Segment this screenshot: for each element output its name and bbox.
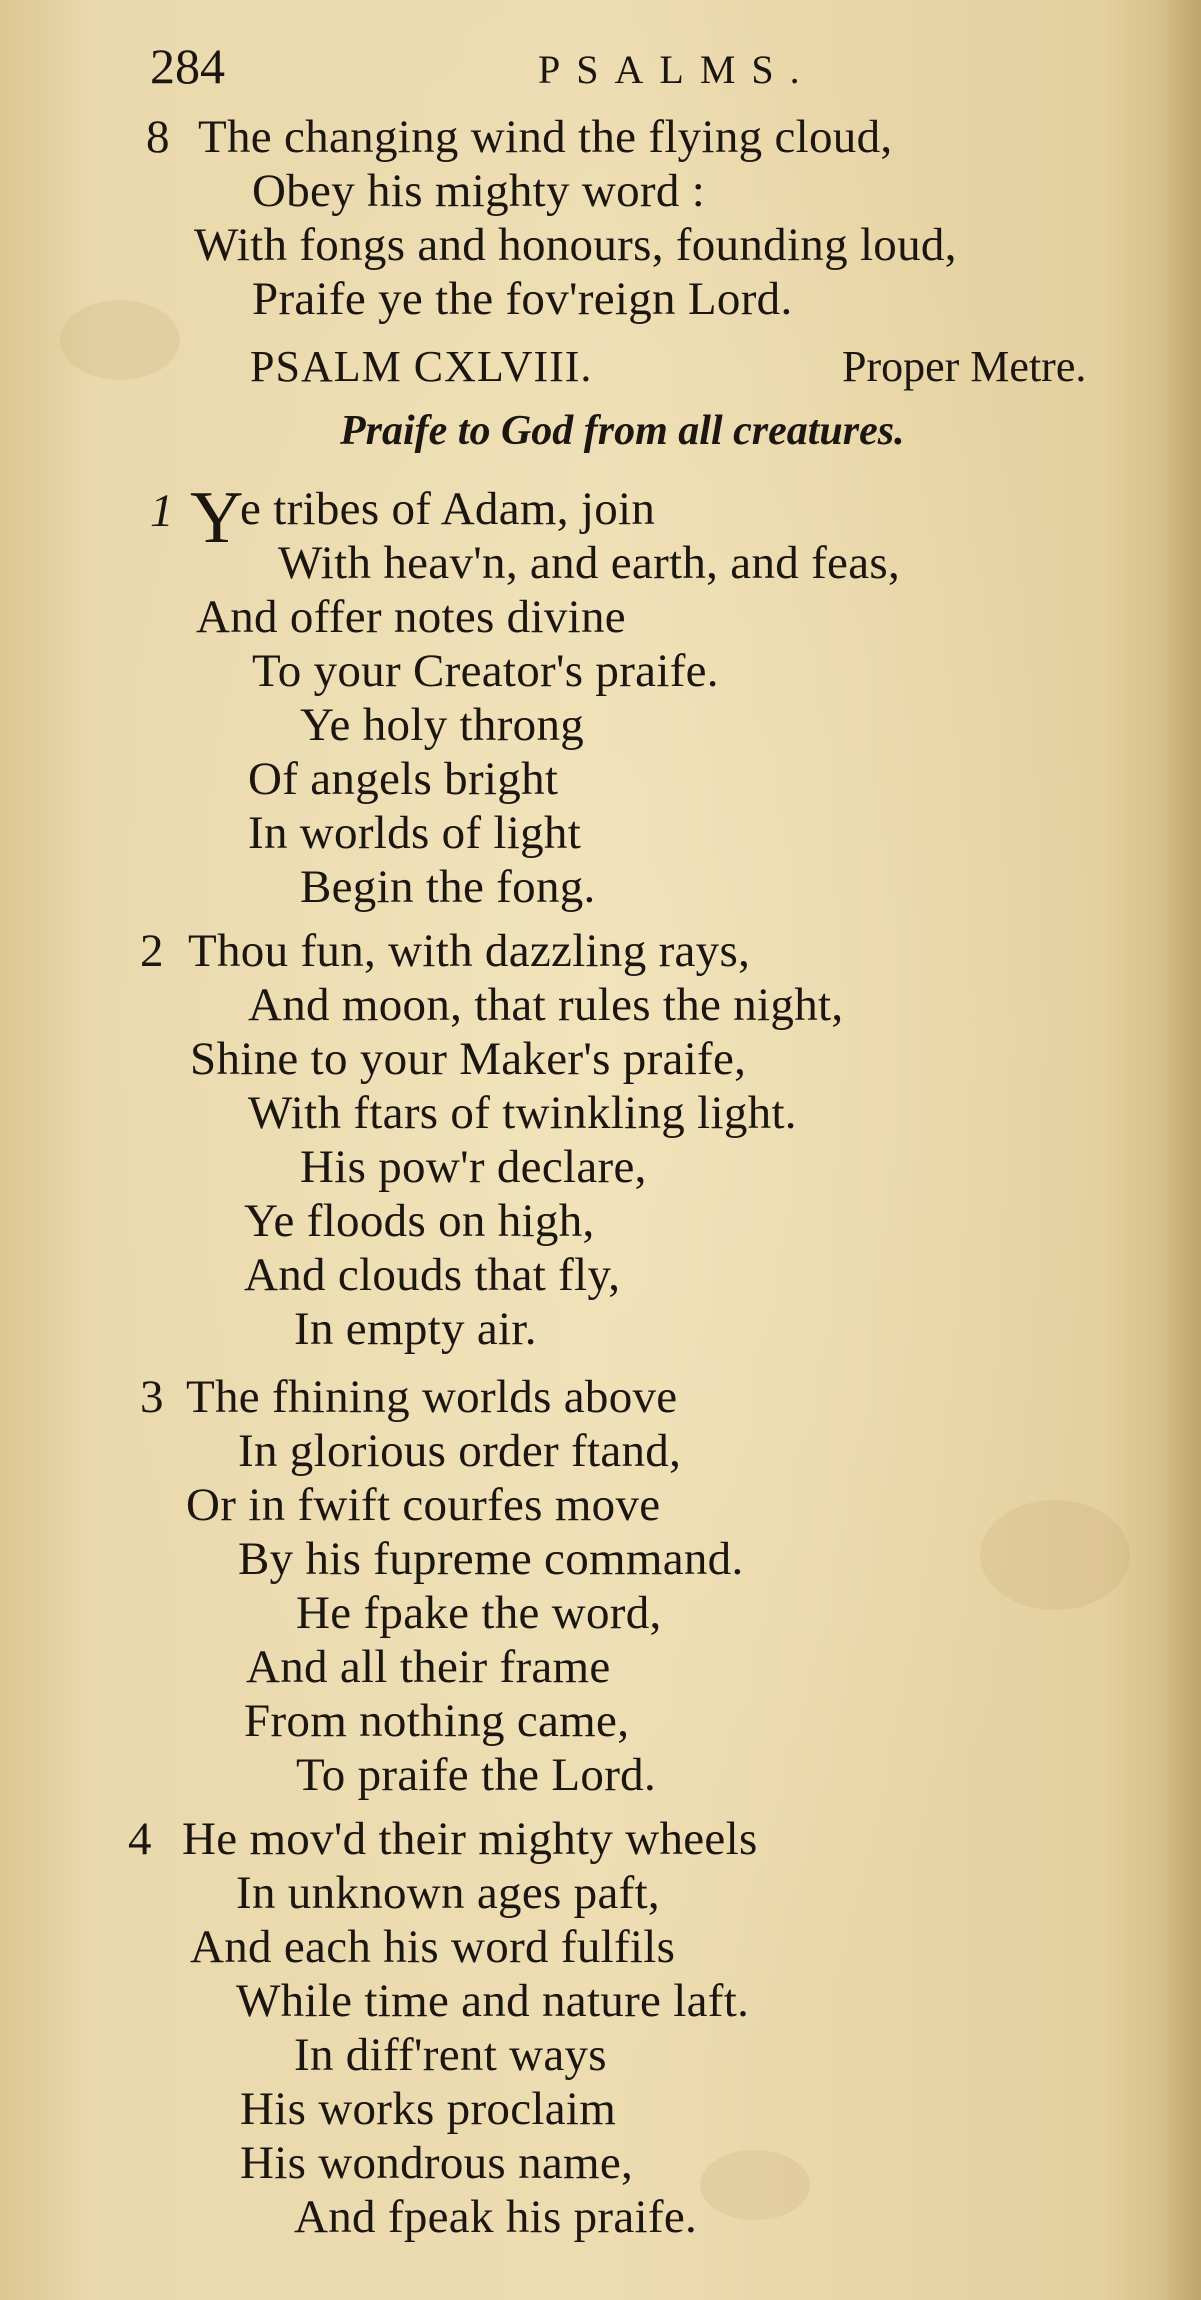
verse-line: In glorious order ftand,: [238, 1425, 682, 1477]
running-title: PSALMS.: [538, 47, 816, 92]
verse-line: With heav'n, and earth, and feas,: [278, 537, 901, 589]
verse-number: 3: [140, 1371, 164, 1423]
verse-line: From nothing came,: [244, 1695, 630, 1747]
verse-number: 8: [146, 111, 170, 163]
verse-line: In worlds of light: [248, 807, 582, 859]
verse-line: His works proclaim: [240, 2083, 617, 2135]
verse-line: And each his word fulfils: [190, 1921, 676, 1973]
verse-line: To your Creator's praife.: [252, 645, 719, 697]
verse-line: Shine to your Maker's praife,: [190, 1033, 747, 1085]
verse-line: In empty air.: [294, 1303, 537, 1355]
psalm-subtitle: Praife to God from all creatures.: [340, 408, 905, 454]
verse-line: And fpeak his praife.: [294, 2191, 698, 2243]
verse-line: And moon, that rules the night,: [248, 979, 844, 1031]
verse-line: To praife the Lord.: [296, 1749, 656, 1801]
verse-line: He fpake the word,: [296, 1587, 662, 1639]
running-head: [150, 36, 910, 96]
verse-number: 2: [140, 925, 164, 977]
verse-number: 1: [150, 485, 174, 537]
verse-line: Or in fwift courfes move: [186, 1479, 661, 1531]
verse-line: His pow'r declare,: [300, 1141, 647, 1193]
verse-line: Begin the fong.: [300, 861, 596, 913]
paper-stain: [980, 1500, 1130, 1610]
verse-line: Thou fun, with dazzling rays,: [188, 925, 751, 977]
verse-line: He mov'd their mighty wheels: [182, 1813, 758, 1865]
verse-line: And offer notes divine: [196, 591, 626, 643]
verse-number: 4: [128, 1813, 152, 1865]
verse-line: In diff'rent ways: [294, 2029, 607, 2081]
verse-line: With fongs and honours, founding loud,: [194, 219, 957, 271]
verse-line: And clouds that fly,: [244, 1249, 621, 1301]
paper-stain: [60, 300, 180, 380]
psalm-metre: Proper Metre.: [842, 342, 1087, 391]
drop-cap: Y: [190, 477, 244, 559]
page-edge-shadow: [1161, 0, 1201, 2300]
verse-line: While time and nature laft.: [236, 1975, 750, 2027]
verse-line: Ye floods on high,: [244, 1195, 595, 1247]
verse-line: With ftars of twinkling light.: [248, 1087, 797, 1139]
psalm-title: PSALM CXLVIII.: [250, 342, 593, 391]
verse-line: Obey his mighty word :: [252, 165, 706, 217]
verse-line: Praife ye the fov'reign Lord.: [252, 273, 793, 325]
verse-line: By his fupreme command.: [238, 1533, 744, 1585]
verse-line: The fhining worlds above: [186, 1371, 678, 1423]
verse-line: In unknown ages paft,: [236, 1867, 660, 1919]
verse-line: The changing wind the flying cloud,: [198, 111, 893, 163]
verse-line: e tribes of Adam, join: [240, 483, 656, 535]
page-number: 284: [150, 38, 225, 94]
verse-line: His wondrous name,: [240, 2137, 634, 2189]
paper-stain: [700, 2150, 810, 2220]
verse-line: And all their frame: [246, 1641, 611, 1693]
verse-line: Of angels bright: [248, 753, 559, 805]
verse-line: Ye holy throng: [300, 699, 585, 751]
